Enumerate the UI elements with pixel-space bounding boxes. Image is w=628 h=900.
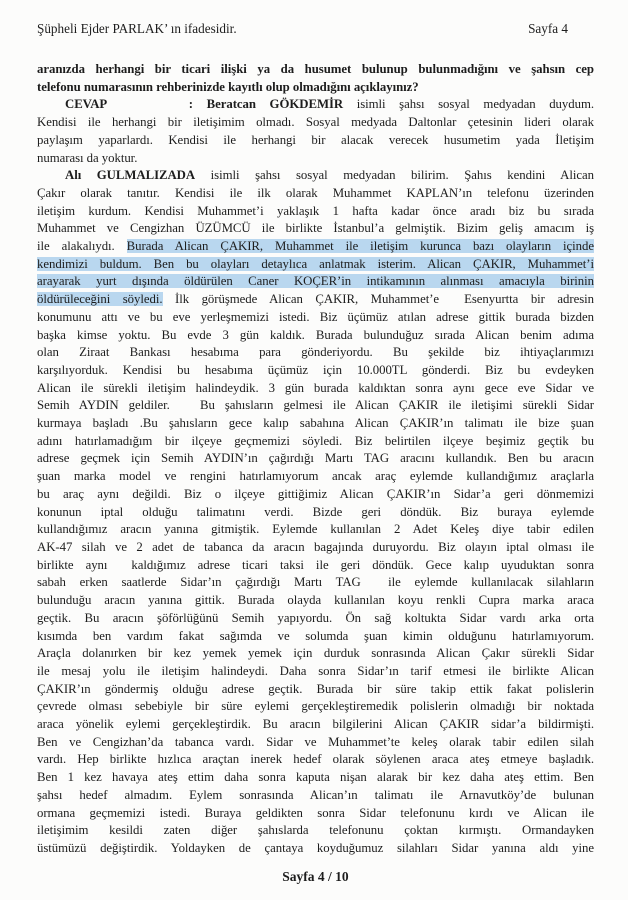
text-segment: iletişim kurdum. Kendisi Muhammet’i yaklaşık 1 hafta kadar önce aradı biz bu sırada <box>37 203 594 218</box>
text-segment: Alı GULMALIZADA <box>65 168 196 183</box>
highlighted-text: arayarak yurt dışında öldürülen Caner KOÇER’in intikamının alınması amacıyla birinin <box>37 274 594 289</box>
text-segment: aranızda herhangi bir ticari ilişki ya da husumet bulunup bulunmadığını ve şahsın cep <box>37 62 594 76</box>
text-segment: AK-47 silah ve 2 adet de tabanca da aracın bagajında duruyordu. Biz olayın iptal olması ile <box>37 539 594 554</box>
text-line <box>37 539 594 557</box>
highlighted-text: öldürüleceğini söyledi. <box>37 292 163 307</box>
text-line <box>37 309 594 327</box>
page-header <box>37 21 594 37</box>
text-line <box>37 203 594 221</box>
text-line <box>37 610 594 628</box>
text-segment: konumunu attı ve bu eve yerleşmemizi istedi. Biz üçümüz atılan adrese gittik burada bizden <box>37 309 594 324</box>
text-line <box>37 486 594 504</box>
text-line <box>37 220 594 238</box>
text-line <box>37 256 594 274</box>
text-line <box>37 327 594 345</box>
text-segment: Çakır olarak tanıtır. Kendisi ile ilk olarak Muhammet KAPLAN’ın telefonu üzerinden <box>37 185 594 200</box>
text-segment: bulunduğu aracın yanına gittik. Burada olayda kullanılan koyu renkli Cupra marka araca <box>37 593 594 608</box>
text-segment: olan Ziraat Bankası hesabıma para gönderiyordu. Bu şekilde biz ihtiyaçlarımızı <box>37 345 594 360</box>
text-segment: ile alakalıydı. <box>37 239 127 254</box>
text-segment: ormana geçmemizi istedi. Buraya geldikten sonra Sidar telefonunu kırdı ve Alican ile <box>37 805 594 820</box>
text-segment: kullandığımız aracın yanına gitmiştik. Eylemde kullanılan 2 Adet Keleş diye tabir edilen <box>37 522 594 537</box>
text-line <box>37 79 594 97</box>
text-line <box>37 114 594 132</box>
text-segment: konunun iptal olduğu talimatını verdi. Bizde geri döndük. Biz buraya eylemde <box>37 504 594 519</box>
text-line <box>37 433 594 451</box>
text-segment: Araçla dolanırken bir kez yemek yemek için durduk sonrasında Alican Çakır sürekli Sidar <box>37 646 594 661</box>
text-line <box>37 273 594 291</box>
text-segment: Ben ve Cengizhan’da tabanca vardı. Sidar ve Muhammet’te keleş olarak tabir edilen silah <box>37 734 594 749</box>
text-segment: başka kimse yoktu. Bu evde 3 gün kaldık. Burada bulunduğuz sırada Alican benim adıma <box>37 327 594 342</box>
header-page-number: Sayfa 4 <box>528 21 568 36</box>
text-segment: üstümüzü değiştirdik. Yoldayken de çantaya koyduğumuz silahları Sidar yanına aldı yine <box>37 840 594 855</box>
text-segment: Kendisi ile herhangi bir iletişimim olmadı. Sosyal medyada Daltonlar çetesinin lideri olarak <box>37 115 594 130</box>
text-line <box>37 645 594 663</box>
text-segment: telefonu numarasının rehberinizde kayıtlı olup olmadığını açıklayınız? <box>37 79 419 94</box>
highlighted-text: kendimizi buldum. Ben bu olayları detaylıca anlatmak isterim. Alican ÇAKIR, Muhammet’i <box>37 256 594 271</box>
text-line <box>37 822 594 840</box>
text-segment: Muhammet ve Cengizhan ÜZÜMCÜ ile birlikte İstanbul’a gelmiştik. Bizim geliş amacım iş <box>37 221 594 236</box>
text-segment: karşılıyorduk. Kendisi bu hesabıma üçümüz için 10.000TL gönderdi. Biz bu evdeyken <box>37 362 594 377</box>
text-segment: araca yönelik eylemi gerçekleştirdik. Bu aracın bilgilerini Alican ÇAKIR sidar’a bildirmişti. <box>37 717 594 732</box>
text-line <box>37 716 594 734</box>
text-line <box>37 61 594 79</box>
text-line <box>37 291 594 309</box>
text-line <box>37 344 594 362</box>
text-line <box>37 150 594 168</box>
text-line <box>37 504 594 522</box>
text-segment: paylaşım yaparlardı. Kendisi ile herhangi bir alacak verecek husumetim yada İletişim <box>37 132 594 147</box>
text-segment: numarası da yoktur. <box>37 150 138 165</box>
text-line <box>37 628 594 646</box>
text-segment: isimli şahsı sosyal medyadan bilirim. Şahıs kendini Alican <box>195 168 594 183</box>
statement-body <box>37 61 594 858</box>
text-line <box>37 521 594 539</box>
text-line <box>37 167 594 185</box>
text-line <box>37 734 594 752</box>
text-segment: adını hatırlamadığım bir ilçeye geçmemizi söyledi. Biz belirtilen ilçeye beşimiz geçtik bu <box>37 433 594 448</box>
text-segment: bu araç aynı değildi. Biz o ilçeye gittiğimiz Alican ÇAKIR’ın Sidar’a geri dönmemizi <box>37 486 594 501</box>
text-segment: adrese geçmek için Semih AYDIN’ın çağırdığı Martı TAG aracını kullandık. Ben bu aracın <box>37 451 594 466</box>
text-line <box>37 557 594 575</box>
text-line <box>37 592 594 610</box>
text-line <box>37 751 594 769</box>
text-segment: sabah erken saatlerde Sidar’ın çağırdığı Martı TAG ile eylemde kullanılacak silahların <box>37 575 594 590</box>
text-segment: şuan marka model ve rengini hatırlamıyorum ancak araç eylemde kullandığımız araçlarla <box>37 469 594 484</box>
text-segment: şahsı hedef almadım. Eylem sonrasında Alican’ın talimatı ile Arnavutköy’de bulunan <box>37 787 594 802</box>
footer-page-indicator: Sayfa 4 / 10 <box>282 868 349 884</box>
text-line <box>37 380 594 398</box>
text-line <box>37 769 594 787</box>
statement-title: Şüpheli Ejder PARLAK’ ın ifadesidir. <box>37 21 237 36</box>
text-segment: isimli şahsı sosyal medyadan duydum. <box>343 97 594 112</box>
text-line <box>37 362 594 380</box>
text-line <box>37 468 594 486</box>
text-line <box>37 397 594 415</box>
text-line <box>37 450 594 468</box>
text-segment: kısımda ben vardım fakat sağımda ve solumda şuan kimin olduğunu hatırlamıyorum. <box>37 628 594 643</box>
text-segment: Ben 1 kez havaya ateş ettim daha sonra kaputa nişan alarak bir kez daha ateş ettim. Ben <box>37 770 594 785</box>
text-line <box>37 238 594 256</box>
text-line <box>37 698 594 716</box>
text-line <box>37 415 594 433</box>
text-segment: kurmaya başladı .Bu şahısların gece kalıp sabahına Alican ÇAKIR’ın talimatı ile bize şuan <box>37 416 594 431</box>
text-line <box>37 805 594 823</box>
text-line <box>37 840 594 858</box>
text-line <box>37 185 594 203</box>
text-segment: Semih AYDIN geldiler. Bu şahısların gelmesi ile Alican ÇAKIR ile iletişimi sürekli Sidar <box>37 398 594 413</box>
text-segment: vardı. Hep birlikte hızlıca araçtan inerek hedef olarak söylenen araca ateş etmeye başladık. <box>37 752 594 767</box>
text-line <box>37 574 594 592</box>
text-segment: çevrede olması sebebiyle bir süre eylemi gerçekleştiremedik polislerin olmadığı bir noktada <box>37 699 594 714</box>
text-segment: Alican ile sürekli iletişim halindeydik. 3 gün burada kaldıktan sonra aynı gece eve Sidar ve <box>37 380 594 395</box>
text-segment: İlk görüşmede Alican ÇAKIR, Muhammet’e Esenyurtta bir adresin <box>162 292 594 307</box>
text-line <box>37 663 594 681</box>
highlighted-text: Burada Alican ÇAKIR, Muhammet ile iletişim kurunca bazı olayların içinde <box>126 239 594 254</box>
text-line <box>37 96 594 114</box>
text-segment: CEVAP : Beratcan GÖKDEMİR <box>65 97 344 112</box>
text-segment: geçtik. Bu aracın şöförlüğünü Semih yapıyordu. Ön sağ koltukta Sidar vardı arka orta <box>37 610 594 625</box>
text-line <box>37 681 594 699</box>
text-segment: iletişimim kesildi zaten diğer şahıslarda telefonunu çoktan kırmıştı. Ormandayken <box>37 823 594 838</box>
text-line <box>37 132 594 150</box>
text-segment: birlikte aynı kaldığımız adrese ticari taksi ile geri döndük. Gece kalıp uyuduktan sonra <box>37 557 594 572</box>
text-line <box>37 787 594 805</box>
text-segment: ÇAKIR’ın göndermiş olduğu adrese geçtik. Burada bir süre takip ettik fakat polislerin <box>37 681 594 696</box>
text-segment: ile mesaj yolu ile iletişim halindeydi. Daha sonra Sidar’ın tarif etmesi ile birlikte Alican <box>37 663 594 678</box>
